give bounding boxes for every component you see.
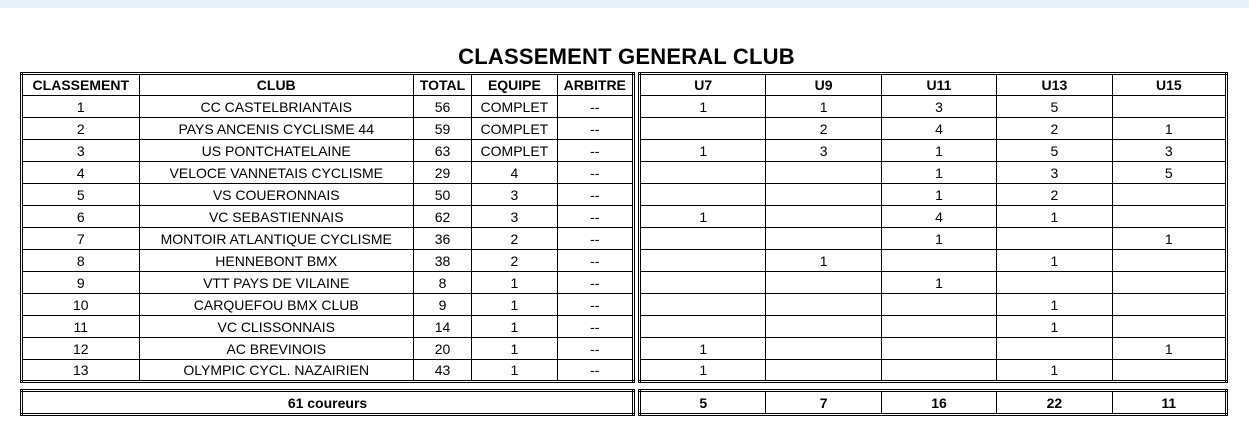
cell-u9: [766, 338, 881, 360]
cell-club: HENNEBONT BMX: [139, 250, 413, 272]
cell-u15: [1112, 206, 1226, 228]
cell-u15: [1112, 272, 1226, 294]
top-bar: [0, 0, 1249, 8]
cell-u11: 1: [881, 272, 996, 294]
cell-total: 43: [413, 360, 471, 382]
cell-u11: [881, 316, 996, 338]
cell-classement: 8: [22, 250, 140, 272]
cell-u9: 1: [766, 250, 881, 272]
cell-u15: [1112, 184, 1226, 206]
cell-u13: 1: [997, 206, 1112, 228]
table-row: [22, 338, 634, 360]
cell-arbitre: --: [557, 360, 633, 382]
cell-u13: [997, 272, 1112, 294]
table-row: [22, 228, 634, 250]
cell-u15: 5: [1112, 162, 1226, 184]
cell-total: 38: [413, 250, 471, 272]
cell-classement: 3: [22, 140, 140, 162]
table-row: [22, 140, 634, 162]
cell-club: AC BREVINOIS: [139, 338, 413, 360]
cell-u9: [766, 272, 881, 294]
total-u13: 22: [997, 391, 1112, 415]
table-row: [22, 294, 634, 316]
cell-u15: [1112, 360, 1226, 382]
riders-total-row: [22, 391, 634, 415]
cell-u13: 5: [997, 96, 1112, 118]
cell-u11: [881, 338, 996, 360]
category-body: [640, 96, 1227, 382]
table-row: [22, 272, 634, 294]
cell-club: OLYMPIC CYCL. NAZAIRIEN: [139, 360, 413, 382]
cell-u11: 3: [881, 96, 996, 118]
category-row: [640, 360, 1227, 382]
category-row: [640, 228, 1227, 250]
cell-u15: [1112, 96, 1226, 118]
cell-arbitre: --: [557, 294, 633, 316]
cell-u9: 1: [766, 96, 881, 118]
cell-arbitre: --: [557, 96, 633, 118]
cell-classement: 10: [22, 294, 140, 316]
cell-u11: 1: [881, 184, 996, 206]
header-total: TOTAL: [413, 74, 471, 96]
header-u15: U15: [1112, 74, 1226, 96]
cell-u9: 2: [766, 118, 881, 140]
cell-arbitre: --: [557, 338, 633, 360]
cell-total: 8: [413, 272, 471, 294]
category-row: [640, 96, 1227, 118]
cell-u15: [1112, 294, 1226, 316]
cell-u15: 1: [1112, 228, 1226, 250]
cell-classement: 9: [22, 272, 140, 294]
category-row: [640, 316, 1227, 338]
cell-classement: 11: [22, 316, 140, 338]
category-row: [640, 118, 1227, 140]
cell-u9: [766, 184, 881, 206]
cell-u13: [997, 338, 1112, 360]
cell-total: 62: [413, 206, 471, 228]
cell-equipe: 1: [472, 338, 557, 360]
cell-equipe: COMPLET: [472, 140, 557, 162]
cell-total: 29: [413, 162, 471, 184]
cell-total: 56: [413, 96, 471, 118]
header-classement: CLASSEMENT: [22, 74, 140, 96]
cell-classement: 7: [22, 228, 140, 250]
category-row: [640, 250, 1227, 272]
cell-u7: [640, 294, 766, 316]
cell-arbitre: --: [557, 206, 633, 228]
cell-arbitre: --: [557, 272, 633, 294]
header-equipe: EQUIPE: [472, 74, 557, 96]
header-club: CLUB: [139, 74, 413, 96]
category-table: [638, 72, 1228, 383]
category-row: [640, 184, 1227, 206]
header-u9: U9: [766, 74, 881, 96]
cell-u15: [1112, 250, 1226, 272]
cell-equipe: COMPLET: [472, 118, 557, 140]
cell-arbitre: --: [557, 228, 633, 250]
cell-u7: 1: [640, 338, 766, 360]
cell-club: MONTOIR ATLANTIQUE CYCLISME: [139, 228, 413, 250]
cell-equipe: 3: [472, 206, 557, 228]
cell-u7: [640, 162, 766, 184]
total-u11: 16: [881, 391, 996, 415]
table-row: [22, 162, 634, 184]
cell-equipe: COMPLET: [472, 96, 557, 118]
cell-u11: 4: [881, 118, 996, 140]
cell-club: VTT PAYS DE VILAINE: [139, 272, 413, 294]
cell-u11: 4: [881, 206, 996, 228]
table-row: [22, 96, 634, 118]
riders-total: 61 coureurs: [22, 391, 634, 415]
category-row: [640, 140, 1227, 162]
cell-u7: [640, 228, 766, 250]
cell-u7: 1: [640, 206, 766, 228]
cell-total: 50: [413, 184, 471, 206]
cell-u15: 1: [1112, 338, 1226, 360]
cell-total: 63: [413, 140, 471, 162]
cell-u13: [997, 228, 1112, 250]
cell-u11: [881, 250, 996, 272]
cell-u13: 1: [997, 316, 1112, 338]
category-row: [640, 272, 1227, 294]
cell-u9: [766, 162, 881, 184]
cell-club: VC SEBASTIENNAIS: [139, 206, 413, 228]
cell-club: CC CASTELBRIANTAIS: [139, 96, 413, 118]
header-u7: U7: [640, 74, 766, 96]
cell-u11: [881, 360, 996, 382]
cell-u13: 2: [997, 118, 1112, 140]
cell-arbitre: --: [557, 162, 633, 184]
cell-equipe: 1: [472, 272, 557, 294]
cell-equipe: 3: [472, 184, 557, 206]
cell-arbitre: --: [557, 140, 633, 162]
cell-classement: 12: [22, 338, 140, 360]
cell-club: VC CLISSONNAIS: [139, 316, 413, 338]
cell-u13: 1: [997, 294, 1112, 316]
cell-u7: [640, 316, 766, 338]
cell-total: 14: [413, 316, 471, 338]
riders-total-table: [20, 389, 635, 416]
cell-u9: [766, 206, 881, 228]
cell-equipe: 2: [472, 250, 557, 272]
cell-u11: 1: [881, 140, 996, 162]
category-row: [640, 162, 1227, 184]
cell-u11: 1: [881, 228, 996, 250]
cell-u15: 3: [1112, 140, 1226, 162]
cell-u15: 1: [1112, 118, 1226, 140]
cell-u7: [640, 118, 766, 140]
total-u15: 11: [1112, 391, 1226, 415]
cell-u13: 3: [997, 162, 1112, 184]
cell-u9: [766, 294, 881, 316]
cell-u9: [766, 360, 881, 382]
category-row: [640, 338, 1227, 360]
category-row: [640, 206, 1227, 228]
total-u9: 7: [766, 391, 881, 415]
cell-club: CARQUEFOU BMX CLUB: [139, 294, 413, 316]
category-totals-table: [638, 389, 1228, 416]
cell-u13: 5: [997, 140, 1112, 162]
cell-u7: 1: [640, 96, 766, 118]
cell-total: 36: [413, 228, 471, 250]
cell-equipe: 1: [472, 360, 557, 382]
page-title: [0, 44, 1249, 70]
cell-club: US PONTCHATELAINE: [139, 140, 413, 162]
club-ranking-body: [22, 96, 634, 382]
cell-classement: 2: [22, 118, 140, 140]
cell-classement: 13: [22, 360, 140, 382]
cell-u7: [640, 272, 766, 294]
cell-u13: 1: [997, 360, 1112, 382]
cell-u15: [1112, 316, 1226, 338]
cell-u7: [640, 250, 766, 272]
cell-u13: 2: [997, 184, 1112, 206]
total-u7: 5: [640, 391, 766, 415]
header-row: [22, 74, 634, 96]
header-arbitre: ARBITRE: [557, 74, 633, 96]
cell-equipe: 4: [472, 162, 557, 184]
header-u13: U13: [997, 74, 1112, 96]
cell-u9: [766, 316, 881, 338]
cell-u11: 1: [881, 162, 996, 184]
table-row: [22, 206, 634, 228]
cell-u7: 1: [640, 140, 766, 162]
category-row: [640, 294, 1227, 316]
cell-club: VS COUERONNAIS: [139, 184, 413, 206]
club-ranking-table: [20, 72, 635, 383]
cell-u7: 1: [640, 360, 766, 382]
cell-classement: 1: [22, 96, 140, 118]
header-u11: U11: [881, 74, 996, 96]
cell-club: VELOCE VANNETAIS CYCLISME: [139, 162, 413, 184]
cell-total: 9: [413, 294, 471, 316]
category-totals-row: [640, 391, 1227, 415]
category-header-row: [640, 74, 1227, 96]
cell-total: 20: [413, 338, 471, 360]
table-row: [22, 250, 634, 272]
table-row: [22, 316, 634, 338]
cell-classement: 4: [22, 162, 140, 184]
cell-u9: [766, 228, 881, 250]
table-row: [22, 184, 634, 206]
cell-u9: 3: [766, 140, 881, 162]
cell-total: 59: [413, 118, 471, 140]
table-row: [22, 360, 634, 382]
cell-u13: 1: [997, 250, 1112, 272]
cell-u11: [881, 294, 996, 316]
cell-arbitre: --: [557, 118, 633, 140]
page-title-text: CLASSEMENT GENERAL CLUB: [458, 44, 795, 69]
cell-club: PAYS ANCENIS CYCLISME 44: [139, 118, 413, 140]
cell-equipe: 2: [472, 228, 557, 250]
cell-u7: [640, 184, 766, 206]
cell-classement: 5: [22, 184, 140, 206]
cell-equipe: 1: [472, 294, 557, 316]
cell-equipe: 1: [472, 316, 557, 338]
cell-arbitre: --: [557, 250, 633, 272]
table-row: [22, 118, 634, 140]
cell-arbitre: --: [557, 316, 633, 338]
cell-classement: 6: [22, 206, 140, 228]
cell-arbitre: --: [557, 184, 633, 206]
